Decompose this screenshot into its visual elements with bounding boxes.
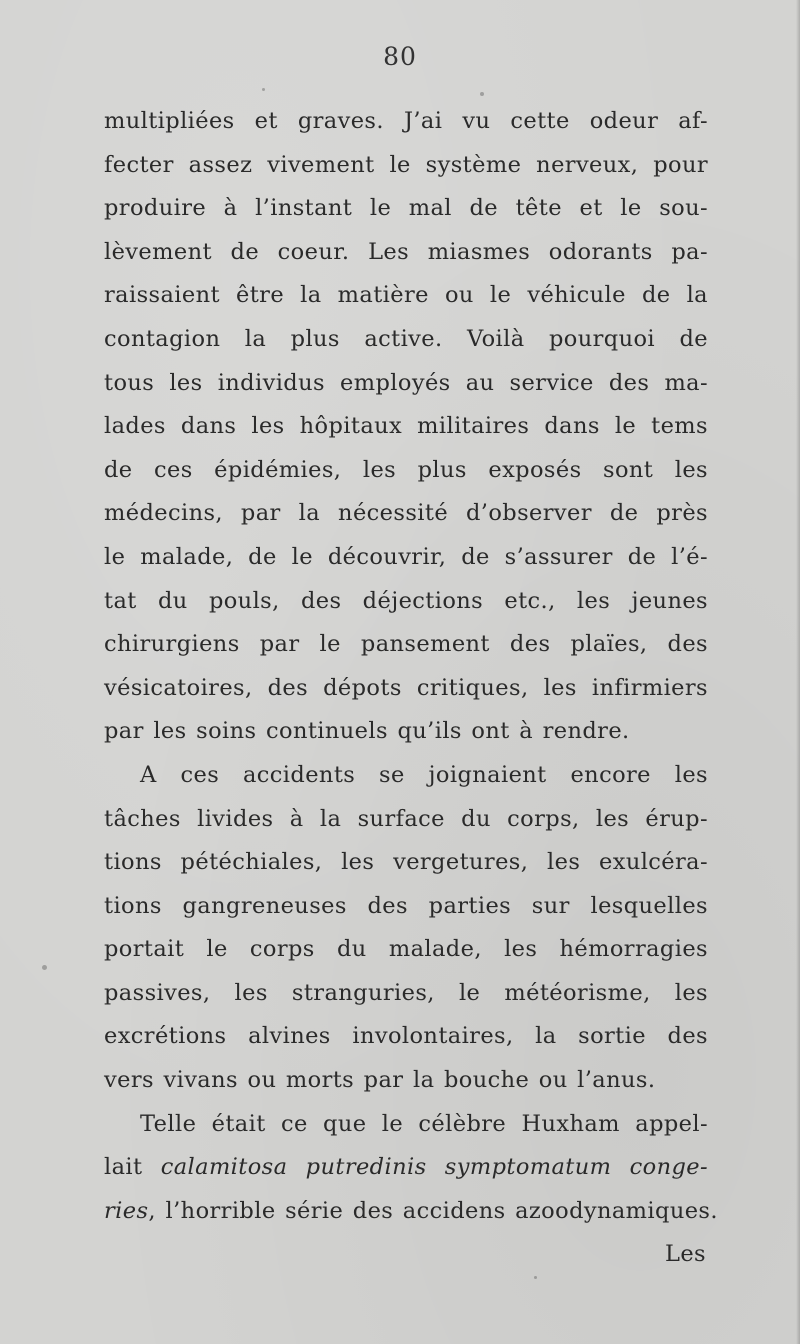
text-line: lades dans les hôpitaux militaires dans le tems	[104, 413, 708, 440]
text-line: tâches livides à la surface du corps, les érup-	[104, 805, 708, 832]
text-line-latin-end	[104, 1190, 718, 1234]
text-line: tat du pouls, des déjections etc., les jeunes	[104, 587, 708, 614]
text-line: excrétions alvines involontaires, la sortie des	[104, 1023, 708, 1050]
text-line: tous les individus employés au service des ma-	[104, 369, 708, 396]
text-line: produire à l’instant le mal de tête et le sou-	[104, 195, 708, 222]
text-line-latin	[104, 1146, 708, 1190]
text-line: raissaient être la matière ou le véhicule de la	[104, 282, 708, 309]
paper-speck	[42, 965, 47, 970]
text-line: le malade, de le découvrir, de s’assurer de l’é-	[104, 543, 708, 570]
catchword: Les	[664, 1241, 706, 1268]
text-line-rest: , l’horrible série des accidens azoodynamiques.	[148, 1197, 718, 1224]
text-line: vers vivans ou morts par la bouche ou l’anus.	[104, 1067, 656, 1094]
paper-speck	[480, 92, 484, 96]
body-text	[104, 100, 718, 1277]
latin-phrase: calamitosa putredinis symptomatum conge-	[160, 1154, 708, 1181]
text-line: vésicatoires, des dépots critiques, les infirmiers	[104, 674, 708, 701]
text-line: tions gangreneuses des parties sur lesquelles	[104, 892, 708, 919]
text-line: contagion la plus active. Voilà pourquoi de	[104, 325, 708, 352]
paper-speck	[262, 88, 265, 91]
page-number: 80	[383, 42, 417, 71]
text-line: Telle était ce que le célèbre Huxham appel-	[140, 1110, 708, 1137]
text-line: fecter assez vivement le système nerveux, pour	[104, 151, 708, 178]
text-line-lead: lait	[104, 1154, 161, 1181]
text-line: tions pétéchiales, les vergetures, les exulcéra-	[104, 849, 708, 876]
text-line: par les soins continuels qu’ils ont à rendre.	[104, 718, 630, 745]
text-line: lèvement de coeur. Les miasmes odorants pa-	[104, 238, 708, 265]
text-line: chirurgiens par le pansement des plaïes, des	[104, 631, 708, 658]
page-edge-shadow	[796, 0, 800, 1344]
text-line: multipliées et graves. J’ai vu cette odeur af-	[104, 108, 708, 134]
text-line: de ces épidémies, les plus exposés sont les	[104, 456, 708, 483]
text-line: A ces accidents se joignaient encore les	[140, 761, 708, 788]
latin-phrase-end: ries	[104, 1197, 149, 1224]
paper-speck	[534, 1276, 537, 1279]
text-line: médecins, par la nécessité d’observer de près	[104, 500, 708, 527]
text-line: portait le corps du malade, les hémorragies	[104, 936, 708, 963]
text-line: passives, les stranguries, le météorisme, les	[104, 979, 708, 1006]
